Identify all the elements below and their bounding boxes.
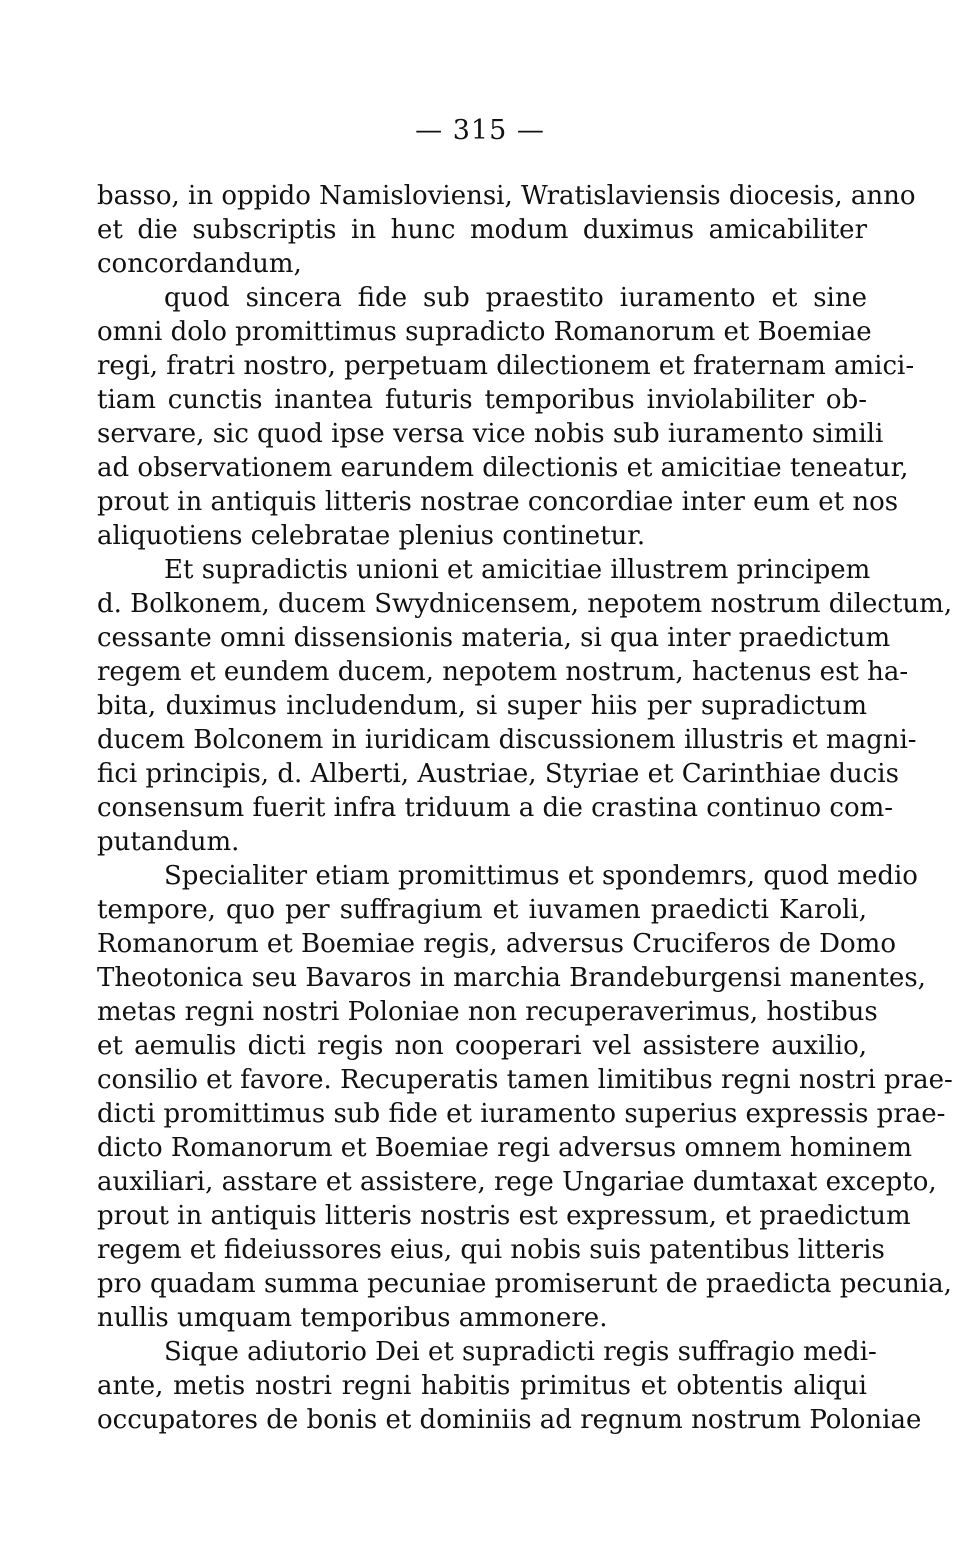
text-line: concordandum, [97, 249, 302, 279]
text-line: dicti promittimus sub fide et iuramento superius expressis prae- [97, 1099, 946, 1129]
text-line: ad observationem earundem dilectionis et amicitiae teneatur, [97, 453, 909, 483]
text-line: pro quadam summa pecuniae promiserunt de praedicta pecunia, [97, 1269, 952, 1299]
text-line: d. Bolkonem, ducem Swydnicensem, nepotem nostrum dilectum, [97, 589, 953, 619]
text-line: et aemulis dicti regis non cooperari vel assistere auxilio, [97, 1031, 867, 1061]
text-line: Et supradictis unioni et amicitiae illustrem principem [164, 555, 871, 585]
text-line: servare, sic quod ipse versa vice nobis sub iuramento simili [97, 419, 884, 449]
text-line: nullis umquam temporibus ammonere. [97, 1303, 608, 1333]
body-text [97, 179, 953, 1437]
text-line: et die subscriptis in hunc modum duximus amicabiliter [97, 215, 867, 245]
text-line: regem et fideiussores eius, qui nobis suis patentibus litteris [97, 1235, 885, 1265]
text-line: consilio et favore. Recuperatis tamen limitibus regni nostri prae- [97, 1065, 953, 1095]
text-line: tempore, quo per suffragium et iuvamen praedicti Karoli, [97, 895, 867, 925]
text-line: cessante omni dissensionis materia, si qua inter praedictum [97, 623, 891, 653]
text-line: ducem Bolconem in iuridicam discussionem illustris et magni- [97, 725, 917, 755]
text-line: fici principis, d. Alberti, Austriae, Styriae et Carinthiae ducis [97, 759, 899, 789]
text-line: auxiliari, asstare et assistere, rege Ungariae dumtaxat excepto, [97, 1167, 937, 1197]
text-line: ante, metis nostri regni habitis primitus et obtentis aliqui [97, 1371, 867, 1401]
page-number: — 315 — [415, 115, 545, 146]
text-line: dicto Romanorum et Boemiae regi adversus omnem hominem [97, 1133, 913, 1163]
text-line: Theotonica seu Bavaros in marchia Brandeburgensi manentes, [97, 963, 926, 993]
text-line: consensum fuerit infra triduum a die crastina continuo com- [97, 793, 894, 823]
text-line: prout in antiquis litteris nostrae concordiae inter eum et nos [97, 487, 899, 517]
text-line: Sique adiutorio Dei et supradicti regis suffragio medi- [164, 1337, 877, 1367]
text-line: omni dolo promittimus supradicto Romanorum et Boemiae [97, 317, 872, 347]
text-line: prout in antiquis litteris nostris est expressum, et praedictum [97, 1201, 911, 1231]
text-line: Specialiter etiam promittimus et spondemrs, quod medio [164, 861, 918, 891]
text-line: tiam cunctis inantea futuris temporibus inviolabiliter ob- [97, 385, 867, 415]
text-line: bita, duximus includendum, si super hiis per supradictum [97, 691, 867, 721]
text-line: regem et eundem ducem, nepotem nostrum, hactenus est ha- [97, 657, 909, 687]
text-line: regi, fratri nostro, perpetuam dilectionem et fraternam amici- [97, 351, 915, 381]
text-line: basso, in oppido Namisloviensi, Wratislaviensis diocesis, anno [97, 181, 916, 211]
text-line: metas regni nostri Poloniae non recuperaverimus, hostibus [97, 997, 878, 1027]
text-line: occupatores de bonis et dominiis ad regnum nostrum Poloniae [97, 1405, 922, 1435]
text-line: quod sincera fide sub praestito iuramento et sine [164, 283, 867, 313]
text-line: putandum. [97, 827, 240, 857]
text-line: aliquotiens celebratae plenius continetur. [97, 521, 646, 551]
text-line: Romanorum et Boemiae regis, adversus Cruciferos de Domo [97, 929, 896, 959]
